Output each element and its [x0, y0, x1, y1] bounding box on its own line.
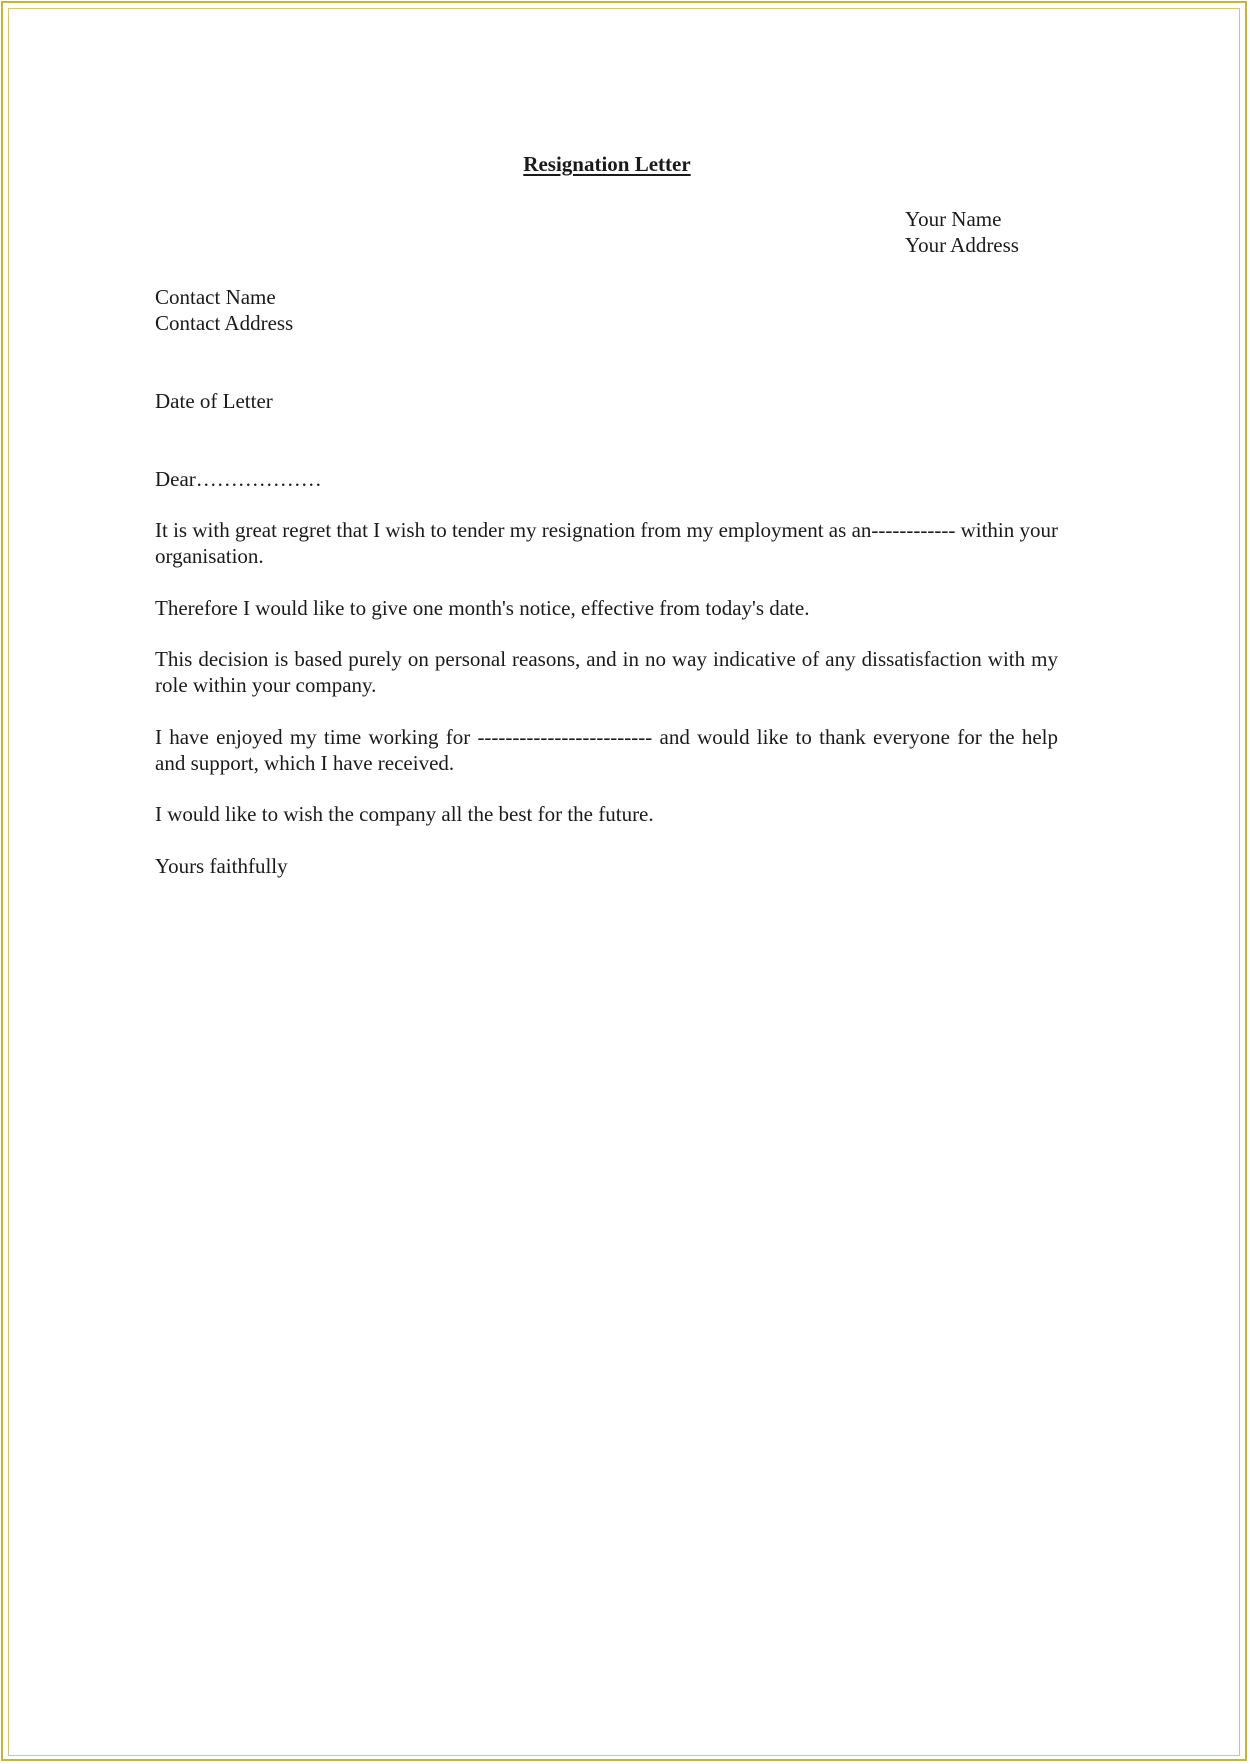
page-border-inner	[8, 8, 1240, 1756]
body-paragraph-1: It is with great regret that I wish to tender my resignation from my employment as an------------ within your organisation.	[155, 518, 1058, 568]
body-paragraph-5: I would like to wish the company all the best for the future.	[155, 802, 654, 826]
sender-address: Your Address	[905, 233, 1019, 257]
body-paragraph-2: Therefore I would like to give one month's notice, effective from today's date.	[155, 596, 810, 620]
letter-date: Date of Letter	[155, 389, 273, 413]
body-paragraph-3: This decision is based purely on personal reasons, and in no way indicative of any dissatisfaction with my role within your company.	[155, 647, 1058, 697]
recipient-address: Contact Address	[155, 311, 294, 335]
sender-name: Your Name	[905, 207, 1002, 231]
salutation: Dear………………	[155, 467, 322, 491]
recipient-name: Contact Name	[155, 285, 276, 309]
closing: Yours faithfully	[155, 854, 288, 878]
letter-title: Resignation Letter	[523, 152, 691, 176]
body-paragraph-4: I have enjoyed my time working for ------------------------- and would like to thank everyone for the help and support, which I have received.	[155, 725, 1058, 775]
